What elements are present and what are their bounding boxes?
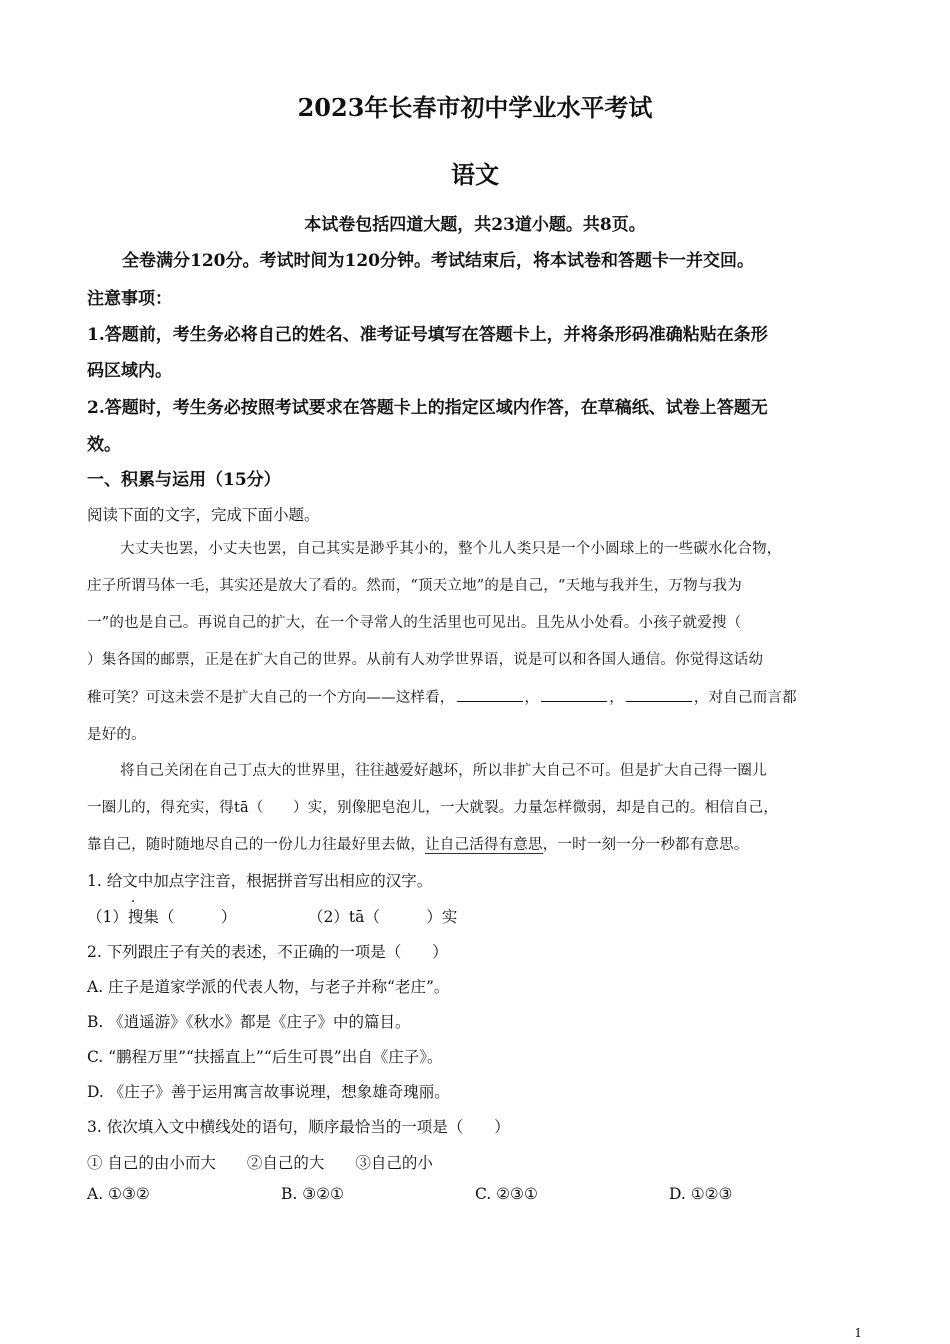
q3-option-b: B. ③②①: [281, 1185, 344, 1203]
q3-option-a: A. ①③②: [87, 1185, 150, 1203]
underlined-phrase: 让自己活得有意思: [425, 837, 543, 853]
passage-p1-line5-text: 稚可笑？可这未尝不是扩大自己的一个方向——这样看，: [87, 690, 455, 706]
passage-p1-line5: [87, 686, 797, 707]
q1-part1-answer: 集（ ）: [143, 908, 237, 926]
q1-part2: （2）tā（ ）实: [308, 908, 458, 926]
q3-option-c: C. ②③①: [475, 1185, 538, 1203]
passage-p1-line2: 庄子所谓马体一毛，其实还是放大了看的。然而，“顶天立地”的是自己，“天地与我并生，万物与我为: [87, 578, 742, 594]
passage-p1-line3: 一”的也是自己。再说自己的扩大，在一个寻常人的生活里也可见出。且先从小处看。小孩子就爱搜（: [87, 615, 742, 631]
exam-info-line2: 全卷满分120分。考试时间为120分钟。考试结束后，将本试卷和答题卡一并交回。: [122, 251, 754, 271]
fill-blank-3: [626, 689, 692, 702]
passage-p1-line6: 是好的。: [87, 727, 146, 743]
dotted-char: 搜: [127, 908, 144, 926]
passage-p2-line1: 将自己关闭在自己丁点大的世界里，往往越爱好越坏，所以非扩大自己不可。但是扩大自己得一圈儿: [120, 763, 767, 779]
fill-blank-1: [457, 689, 523, 702]
passage-p1-line1: 大丈夫也罢，小丈夫也罢，自己其实是渺乎其小的，整个儿人类只是一个小圆球上的一些碳水化合物，: [120, 541, 782, 557]
notice-item2-line1: 2.答题时，考生务必按照考试要求在答题卡上的指定区域内作答，在草稿纸、试卷上答题无: [87, 398, 768, 418]
passage-p2-line3: [87, 833, 749, 854]
notice-heading: 注意事项：: [87, 289, 172, 309]
notice-item1-line2: 码区域内。: [87, 361, 172, 381]
passage-p2-line3-text: 靠自己，随时随地尽自己的一份儿力往最好里去做，: [87, 837, 426, 853]
exam-info-line1: 本试卷包括四道大题，共23道小题。共8页。: [304, 215, 646, 235]
subject-title: 语文: [451, 160, 499, 189]
q1-part1-prefix: （1）: [87, 908, 128, 926]
page-number: 1: [854, 1326, 862, 1340]
passage-p2-line2: 一圈儿的，得充实，得tā（ ）实，别像肥皂泡儿，一大就裂。力量怎样微弱，却是自己的。相信自己，: [87, 800, 779, 816]
notice-item1-line1: 1.答题前，考生务必将自己的姓名、准考证号填写在答题卡上，并将条形码准确粘贴在条形: [87, 325, 768, 345]
q2-option-d: D. 《庄子》善于运用寓言故事说理，想象雄奇瑰丽。: [87, 1083, 450, 1101]
blank-separator: ，: [609, 690, 624, 706]
q2-stem: 2. 下列跟庄子有关的表述，不正确的一项是（ ）: [87, 943, 448, 961]
q1-part1: [87, 905, 236, 927]
q1-stem: 1. 给文中加点字注音，根据拼音写出相应的汉字。: [87, 872, 433, 890]
q2-option-b: B. 《逍遥游》《秋水》都是《庄子》中的篇目。: [87, 1013, 411, 1031]
q3-stem: 3. 依次填入文中横线处的语句，顺序最恰当的一项是（ ）: [87, 1118, 510, 1136]
section1-instruction: 阅读下面的文字，完成下面小题。: [87, 506, 320, 524]
passage-p1-line5-end: ，对自己而言都: [693, 690, 797, 706]
fill-blank-2: [541, 689, 607, 702]
q3-items: ① 自己的由小而大 ②自己的大 ③自己的小: [87, 1154, 433, 1172]
passage-p2-line3-end: ，一时一刻一分一秒都有意思。: [542, 837, 749, 853]
exam-title: 2023年长春市初中学业水平考试: [297, 93, 653, 122]
q3-option-d: D. ①②③: [669, 1185, 733, 1203]
q2-option-c: C. “鹏程万里”“扶摇直上”“后生可畏”出自《庄子》。: [87, 1048, 443, 1066]
section1-heading: 一、积累与运用（15分）: [87, 470, 281, 490]
q2-option-a: A. 庄子是道家学派的代表人物，与老子并称“老庄”。: [87, 978, 450, 996]
blank-separator: ，: [524, 690, 540, 706]
passage-p1-line4: ）集各国的邮票，正是在扩大自己的世界。从前有人劝学世界语，说是可以和各国人通信。你觉得这话幼: [87, 652, 764, 668]
notice-item2-line2: 效。: [87, 435, 121, 455]
